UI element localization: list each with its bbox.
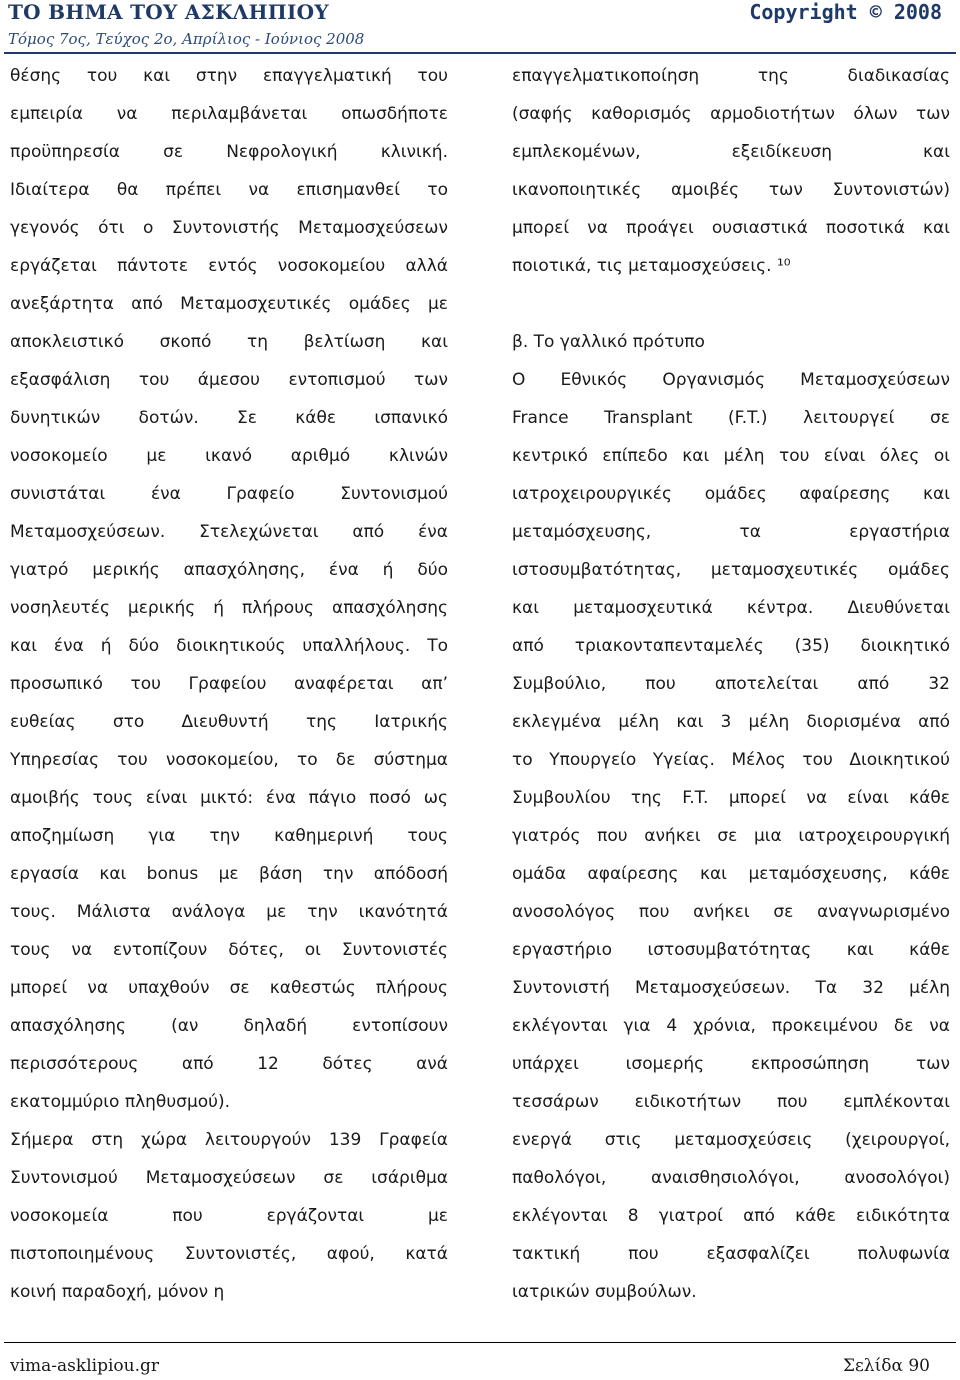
left-column-line: τους να εντοπίζουν δότες, οι Συντονιστές: [10, 940, 448, 960]
left-column-line: νοσηλευτές μερικής ή πλήρους απασχόλησης: [10, 598, 448, 618]
right-column-line: ικανοποιητικές αμοιβές των Συντονιστών): [512, 180, 950, 200]
left-column-line: θέσης του και στην επαγγελματική του: [10, 66, 448, 86]
issue-info: Τόμος 7ος, Τεύχος 2ο, Απρίλιος - Ιούνιος 2008: [8, 30, 365, 48]
left-column-line: αποζημίωση για την καθημερινή τους: [10, 826, 448, 846]
journal-title: ΤΟ ΒΗΜΑ ΤΟΥ ΑΣΚΛΗΠΙΟΥ: [8, 0, 329, 24]
right-column-line: ιατρικών συμβούλων.: [512, 1282, 697, 1302]
right-column-line: τακτική που εξασφαλίζει πολυφωνία: [512, 1244, 950, 1264]
left-column-line: νοσοκομεία που εργάζονται με: [10, 1206, 448, 1226]
left-column-line: συνιστάται ένα Γραφείο Συντονισμού: [10, 484, 448, 504]
left-column-line: Υπηρεσίας του νοσοκομείου, το δε σύστημα: [10, 750, 448, 770]
left-column-line: γεγονός ότι ο Συντονιστής Μεταμοσχεύσεων: [10, 218, 448, 238]
right-column-line: από τριακονταπενταμελές (35) διοικητικό: [512, 636, 950, 656]
right-column-line: μεταμόσχευσης, τα εργαστήρια: [512, 522, 950, 542]
right-column-line: ποιοτικά, τις μεταμοσχεύσεις. ¹⁰: [512, 256, 791, 276]
right-column-line: εκλεγμένα μέλη και 3 μέλη διορισμένα από: [512, 712, 950, 732]
right-column-line: Συμβούλιο, που αποτελείται από 32: [512, 674, 950, 694]
right-column-line: εργαστήριο ιστοσυμβατότητας και κάθε: [512, 940, 950, 960]
right-column-line: ιατροχειρουργικές ομάδες αφαίρεσης και: [512, 484, 950, 504]
left-column-line: τους. Μάλιστα ανάλογα με την ικανότητά: [10, 902, 448, 922]
right-column-line: μπορεί να προάγει ουσιαστικά ποσοτικά και: [512, 218, 950, 238]
left-column-line: αμοιβής τους είναι μικτό: ένα πάγιο ποσό ως: [10, 788, 448, 808]
left-column-line: εμπειρία να περιλαμβάνεται οπωσδήποτε: [10, 104, 448, 124]
right-column-line: ενεργά στις μεταμοσχεύσεις (χειρουργοί,: [512, 1130, 950, 1150]
right-column-line: Ο Εθνικός Οργανισμός Μεταμοσχεύσεων: [512, 370, 950, 390]
left-column-line: νοσοκομείο με ικανό αριθμό κλινών: [10, 446, 448, 466]
left-column-line: προϋπηρεσία σε Νεφρολογική κλινική.: [10, 142, 448, 162]
right-column-line: εμπλεκομένων, εξειδίκευση και: [512, 142, 950, 162]
left-column-line: εργάζεται πάντοτε εντός νοσοκομείου αλλά: [10, 256, 448, 276]
left-column-line: και ένα ή δύο διοικητικούς υπαλλήλους. Το: [10, 636, 448, 656]
right-column-line: France Transplant (F.T.) λειτουργεί σε: [512, 408, 950, 428]
left-column-line: Σήμερα στη χώρα λειτουργούν 139 Γραφεία: [10, 1130, 448, 1150]
footer-site-link[interactable]: vima-asklipiou.gr: [10, 1356, 159, 1376]
left-column-line: μπορεί να υπαχθούν σε καθεστώς πλήρους: [10, 978, 448, 998]
left-column-line: πιστοποιημένους Συντονιστές, αφού, κατά: [10, 1244, 448, 1264]
right-column-line: ομάδα αφαίρεσης και μεταμόσχευσης, κάθε: [512, 864, 950, 884]
left-column-line: απασχόλησης (αν δηλαδή εντοπίσουν: [10, 1016, 448, 1036]
copyright-notice: Copyright © 2008: [749, 0, 942, 24]
left-column-line: γιατρό μερικής απασχόλησης, ένα ή δύο: [10, 560, 448, 580]
left-column-line: δυνητικών δοτών. Σε κάθε ισπανικό: [10, 408, 448, 428]
right-column-line: και μεταμοσχευτικά κέντρα. Διευθύνεται: [512, 598, 950, 618]
right-column-line: ανοσολόγος που ανήκει σε αναγνωρισμένο: [512, 902, 950, 922]
left-column-line: κοινή παραδοχή, μόνον η: [10, 1282, 225, 1302]
right-column-line: τεσσάρων ειδικοτήτων που εμπλέκονται: [512, 1092, 950, 1112]
right-column-line: γιατρός που ανήκει σε μια ιατροχειρουργική: [512, 826, 950, 846]
left-column-line: ευθείας στο Διευθυντή της Ιατρικής: [10, 712, 448, 732]
right-column-line: εκλέγονται 8 γιατροί από κάθε ειδικότητα: [512, 1206, 950, 1226]
page-number: Σελίδα 90: [842, 1356, 930, 1376]
left-column-line: αποκλειστικό σκοπό τη βελτίωση και: [10, 332, 448, 352]
right-text-column: [512, 57, 950, 1311]
left-column-line: εργασία και bonus με βάση την απόδοσή: [10, 864, 448, 884]
left-column-line: Ιδιαίτερα θα πρέπει να επισημανθεί το: [10, 180, 448, 200]
right-column-line: εκλέγονται για 4 χρόνια, προκειμένου δε να: [512, 1016, 950, 1036]
right-column-line: υπάρχει ισομερής εκπροσώπηση των: [512, 1054, 950, 1074]
left-column-line: εξασφάλιση του άμεσου εντοπισμού των: [10, 370, 448, 390]
right-column-line: παθολόγοι, αναισθησιολόγοι, ανοσολόγοι): [512, 1168, 950, 1188]
right-column-line: επαγγελματικοποίηση της διαδικασίας: [512, 66, 950, 86]
footer-divider: [4, 1342, 956, 1343]
right-column-line: Συμβουλίου της F.T. μπορεί να είναι κάθε: [512, 788, 950, 808]
right-column-line: κεντρικό επίπεδο και μέλη του είναι όλες οι: [512, 446, 950, 466]
left-text-column: [10, 57, 448, 1311]
right-column-line: Συντονιστή Μεταμοσχεύσεων. Τα 32 μέλη: [512, 978, 950, 998]
right-column-line: ιστοσυμβατότητας, μεταμοσχευτικές ομάδες: [512, 560, 950, 580]
right-column-line: β. Το γαλλικό πρότυπο: [512, 332, 705, 352]
right-column-line: [512, 285, 950, 323]
right-column-line: (σαφής καθορισμός αρμοδιοτήτων όλων των: [512, 104, 950, 124]
left-column-line: προσωπικό του Γραφείου αναφέρεται απ’: [10, 674, 448, 694]
left-column-line: περισσότερους από 12 δότες ανά: [10, 1054, 448, 1074]
left-column-line: εκατομμύριο πληθυσμού).: [10, 1092, 231, 1112]
right-column-line: το Υπουργείο Υγείας. Μέλος του Διοικητικού: [512, 750, 950, 770]
left-column-line: Συντονισμού Μεταμοσχεύσεων σε ισάριθμα: [10, 1168, 448, 1188]
header-divider: [4, 52, 956, 54]
left-column-line: ανεξάρτητα από Μεταμοσχευτικές ομάδες με: [10, 294, 448, 314]
left-column-line: Μεταμοσχεύσεων. Στελεχώνεται από ένα: [10, 522, 448, 542]
